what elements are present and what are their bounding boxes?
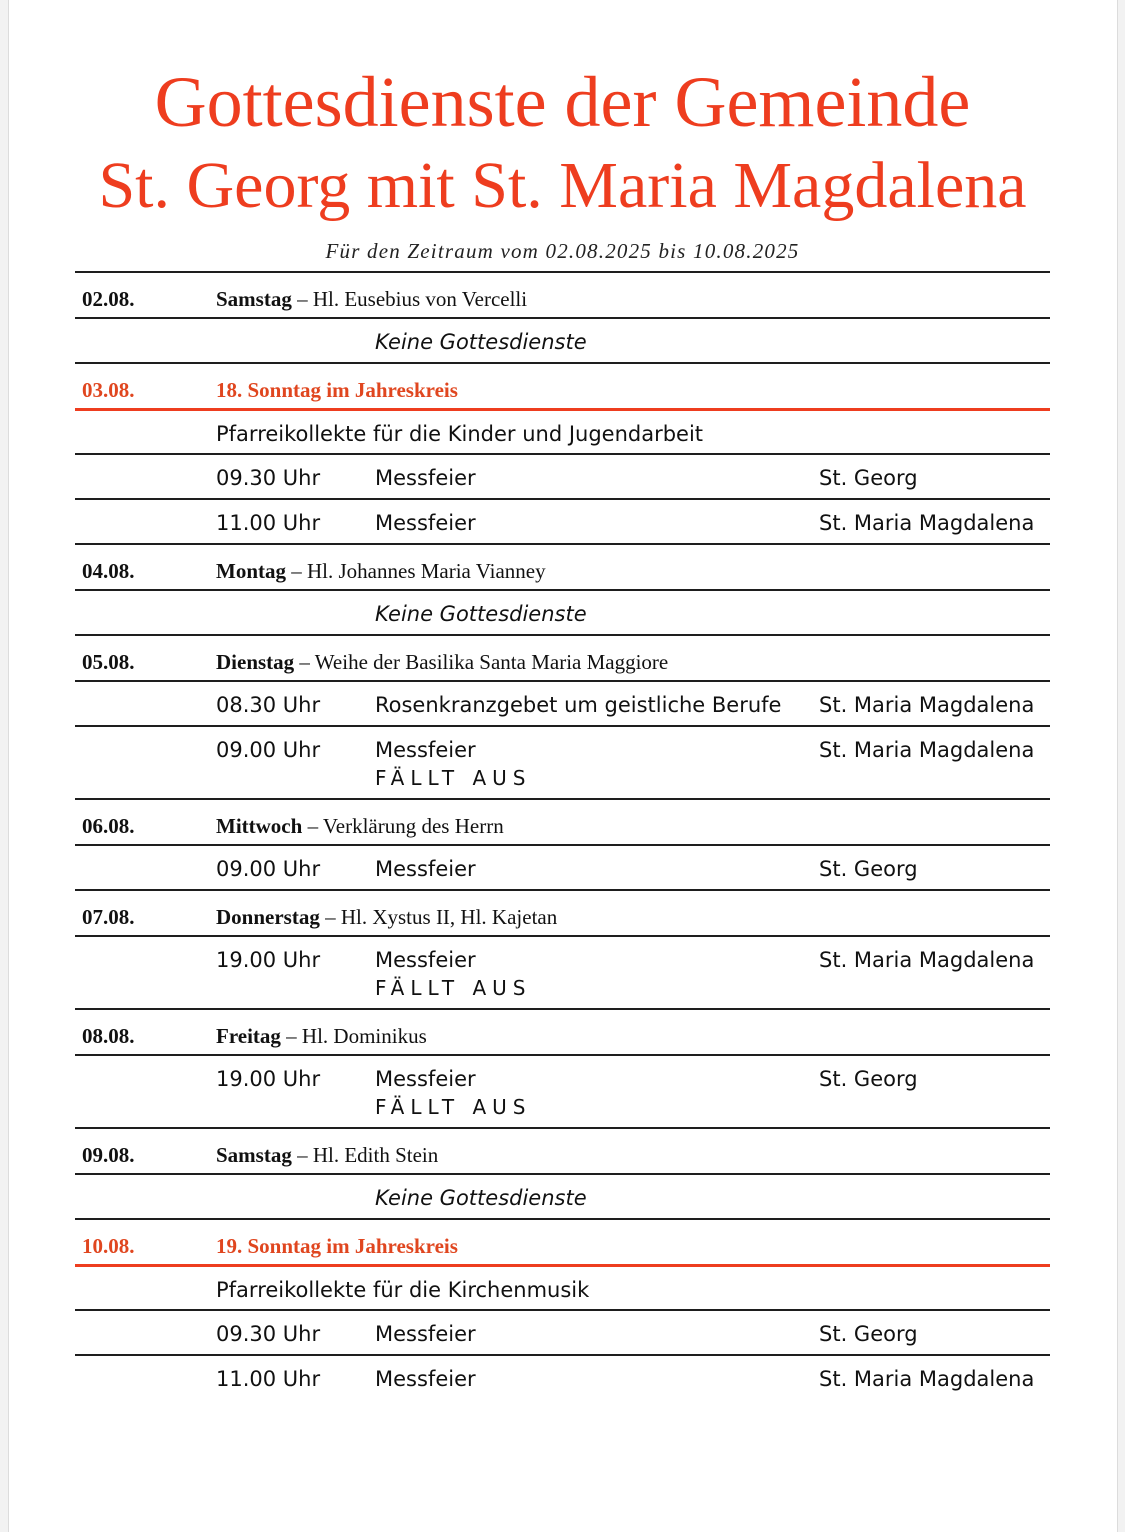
cancelled-label: FÄLLT AUS [375, 976, 532, 1000]
service-time: 11.00 Uhr [216, 511, 321, 535]
weekday-name: Samstag [216, 287, 292, 311]
cancelled-label: FÄLLT AUS [375, 1095, 532, 1119]
service-event: Messfeier [375, 511, 476, 535]
day-title [216, 1143, 438, 1168]
service-event: Messfeier [375, 948, 476, 972]
feast-name: – Verklärung des Herrn [302, 814, 504, 838]
service-event: Messfeier [375, 466, 476, 490]
day-title [216, 814, 504, 839]
service-location: St. Maria Magdalena [819, 738, 1035, 762]
day-title [216, 378, 458, 403]
day-title [216, 1234, 458, 1259]
no-services-row [75, 589, 1050, 634]
day-title [216, 1024, 427, 1049]
page-title-line1: Gottesdienste der Gemeinde [154, 62, 971, 142]
no-services-row [75, 1173, 1050, 1218]
feast-name: – Hl. Eusebius von Vercelli [291, 287, 528, 311]
service-time: 09.30 Uhr [216, 466, 321, 490]
service-row [75, 453, 1050, 498]
service-location: St. Maria Magdalena [819, 948, 1035, 972]
day-header-row [75, 889, 1050, 935]
feast-name: – Hl. Johannes Maria Vianney [286, 559, 546, 583]
weekday-name: 18. Sonntag im Jahreskreis [216, 378, 458, 402]
day-date: 02.08. [82, 287, 135, 311]
feast-name: – Hl. Edith Stein [291, 1143, 439, 1167]
day-header-row [75, 362, 1050, 408]
day-date: 10.08. [82, 1234, 135, 1258]
service-location: St. Georg [819, 1322, 918, 1346]
service-event: Messfeier [375, 857, 476, 881]
weekday-name: Dienstag [216, 650, 295, 674]
service-location: St. Maria Magdalena [819, 511, 1035, 535]
service-row [75, 844, 1050, 889]
service-location: St. Georg [819, 466, 918, 490]
service-event: Messfeier [375, 1322, 476, 1346]
feast-name: – Hl. Dominikus [280, 1024, 427, 1048]
no-services-text: Keine Gottesdienste [375, 330, 587, 354]
day-date: 05.08. [82, 650, 135, 674]
service-time: 09.00 Uhr [216, 738, 321, 762]
feast-name: – Hl. Xystus II, Hl. Kajetan [319, 905, 558, 929]
service-location: St. Georg [819, 1067, 918, 1091]
collection-note: Pfarreikollekte für die Kirchenmusik [216, 1278, 590, 1302]
service-event: Messfeier [375, 1367, 476, 1391]
day-date: 07.08. [82, 905, 135, 929]
service-time: 19.00 Uhr [216, 948, 321, 972]
service-event: Messfeier [375, 1067, 476, 1091]
day-header-row [75, 1008, 1050, 1054]
service-location: St. Maria Magdalena [819, 1367, 1035, 1391]
day-title [216, 650, 668, 675]
no-services-text: Keine Gottesdienste [375, 602, 587, 626]
day-header-row [75, 543, 1050, 589]
service-row [75, 1054, 1050, 1127]
page-title-line2: St. Georg mit St. Maria Magdalena [98, 149, 1027, 222]
weekday-name: Donnerstag [216, 905, 320, 929]
weekday-name: 19. Sonntag im Jahreskreis [216, 1234, 458, 1258]
no-services-row [75, 317, 1050, 362]
service-time: 19.00 Uhr [216, 1067, 321, 1091]
day-date: 09.08. [82, 1143, 135, 1167]
service-time: 09.30 Uhr [216, 1322, 321, 1346]
day-date: 03.08. [82, 378, 135, 402]
day-date: 06.08. [82, 814, 135, 838]
day-header-row [75, 798, 1050, 844]
period-subtitle: Für den Zeitraum vom 02.08.2025 bis 10.08.2025 [325, 239, 800, 263]
day-header-row [75, 1218, 1050, 1264]
day-title [216, 905, 557, 930]
day-header-row [75, 1127, 1050, 1173]
collection-note: Pfarreikollekte für die Kinder und Jugendarbeit [216, 422, 704, 446]
service-event: Messfeier [375, 738, 476, 762]
weekday-name: Mittwoch [216, 814, 303, 838]
service-row [75, 725, 1050, 798]
service-row [75, 680, 1050, 725]
service-event: Rosenkranzgebet um geistliche Berufe [375, 693, 782, 717]
feast-name: – Weihe der Basilika Santa Maria Maggiore [294, 650, 669, 674]
service-row [75, 935, 1050, 1008]
cancelled-label: FÄLLT AUS [375, 766, 532, 790]
day-header-row [75, 634, 1050, 680]
day-header-row [75, 271, 1050, 317]
collection-note-row [75, 408, 1050, 453]
day-date: 08.08. [82, 1024, 135, 1048]
service-schedule [75, 271, 1050, 1399]
service-location: St. Maria Magdalena [819, 693, 1035, 717]
day-title [216, 559, 546, 584]
no-services-text: Keine Gottesdienste [375, 1186, 587, 1210]
weekday-name: Freitag [216, 1024, 281, 1048]
service-time: 08.30 Uhr [216, 693, 321, 717]
service-row [75, 1354, 1050, 1399]
service-location: St. Georg [819, 857, 918, 881]
service-row [75, 498, 1050, 543]
collection-note-row [75, 1264, 1050, 1309]
service-row [75, 1309, 1050, 1354]
service-time: 09.00 Uhr [216, 857, 321, 881]
day-date: 04.08. [82, 559, 135, 583]
day-title [216, 287, 527, 312]
weekday-name: Samstag [216, 1143, 292, 1167]
weekday-name: Montag [216, 559, 286, 583]
service-time: 11.00 Uhr [216, 1367, 321, 1391]
